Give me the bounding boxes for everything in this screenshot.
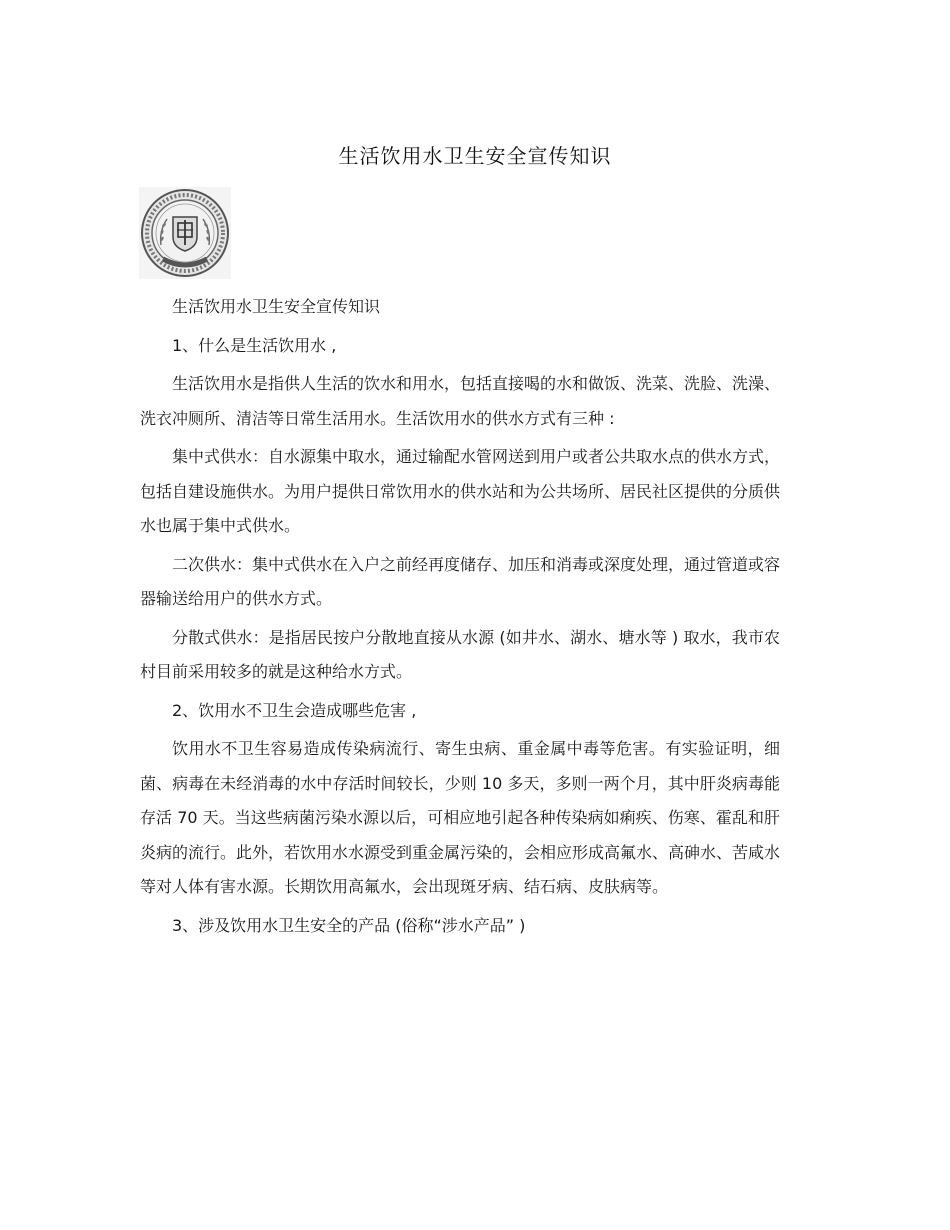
- document-body: [140, 290, 780, 943]
- document-title: 生活饮用水卫生安全宣传知识: [338, 144, 612, 168]
- question-heading: 3、涉及饮用水卫生安全的产品 (俗称“涉水产品” ): [172, 915, 526, 935]
- question-heading: 2、饮用水不卫生会造成哪些危害 ,: [172, 700, 417, 720]
- paragraph: 集中式供水：自水源集中取水，通过输配水管网送到用户或者公共取水点的供水方式，包括自建设施供水。为用户提供日常饮用水的供水站和为公共场所、居民社区提供的分质供水也属于集中式供水。: [140, 447, 781, 535]
- paragraph: 生活饮用水是指供人生活的饮水和用水，包括直接喝的水和做饭、洗菜、洗脸、洗澡、洗衣冲厕所、清洁等日常生活用水。生活饮用水的供水方式有三种 :: [140, 374, 781, 428]
- section-heading: 生活饮用水卫生安全宣传知识: [172, 297, 381, 316]
- health-inspection-emblem-icon: [139, 187, 231, 279]
- question-heading: 1、什么是生活饮用水 ,: [172, 335, 337, 355]
- paragraph: 饮用水不卫生容易造成传染病流行、寄生虫病、重金属中毒等危害。有实验证明，细菌、病毒在未经消毒的水中存活时间较长，少则 10 多天，多则一两个月，其中肝炎病毒能存活 70 天。当这些病菌污染水源以后，可相应地引起各种传染病如痢疾、伤寒、霍乱和肝炎病的流行。此外，若饮用水水源受到重金属污染的，会相应形成高氟水、高砷水、苦咸水等对人体有害水源。长期饮用高氟水，会出现斑牙病、结石病、皮肤病等。: [140, 739, 781, 896]
- emblem-seal: [139, 187, 231, 279]
- paragraph: 二次供水：集中式供水在入户之前经再度储存、加压和消毒或深度处理，通过管道或容器输送给用户的供水方式。: [140, 554, 781, 608]
- paragraph: 分散式供水：是指居民按户分散地直接从水源 (如井水、湖水、塘水等 ) 取水，我市农村目前采用较多的就是这种给水方式。: [140, 627, 780, 681]
